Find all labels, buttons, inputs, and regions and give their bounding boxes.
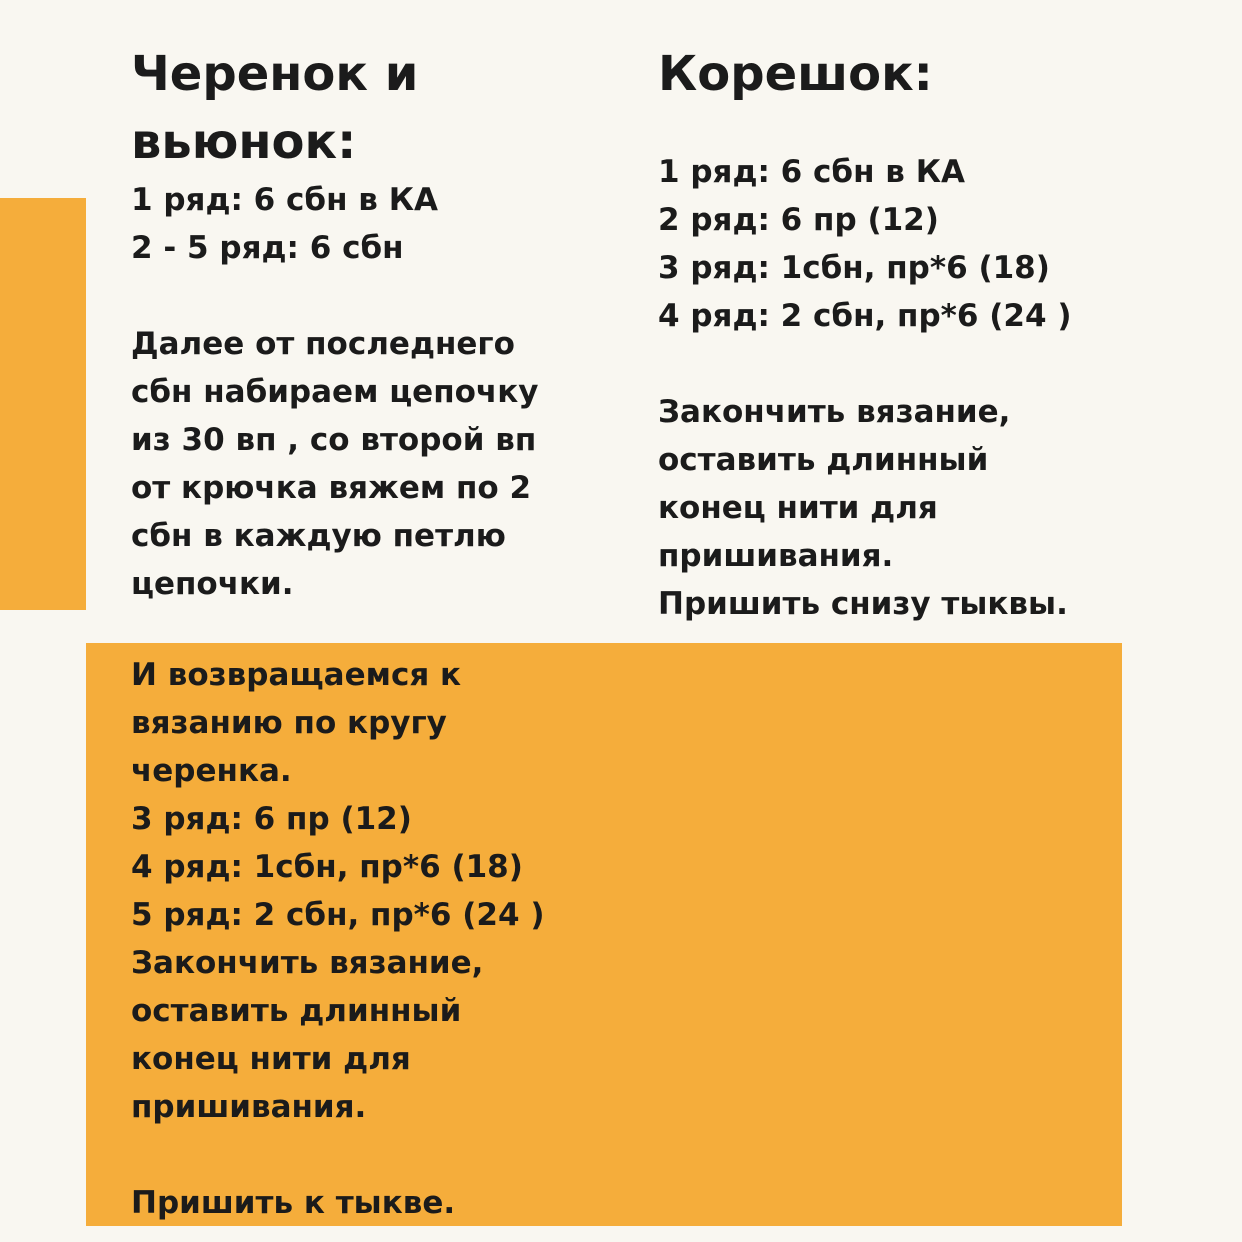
panel-text-line: вязанию по кругу — [131, 705, 447, 741]
root-row-3: 3 ряд: 1сбн, пр*6 (18) — [658, 250, 1050, 286]
panel-text-line: И возвращаемся к — [131, 657, 462, 693]
stem-text-line: из 30 вп , со второй вп — [131, 422, 537, 458]
panel-row-3: 3 ряд: 6 пр (12) — [131, 801, 412, 837]
root-text-line: Пришить снизу тыквы. — [658, 586, 1068, 622]
stem-heading-line-2: вьюнок: — [131, 114, 357, 170]
stem-text-line: цепочки. — [131, 566, 294, 602]
stem-continuation — [131, 651, 831, 1227]
panel-text-line: пришивания. — [131, 1089, 367, 1125]
stem-row-2: 2 - 5 ряд: 6 сбн — [131, 230, 404, 266]
root-text-line: конец нити для — [658, 490, 938, 526]
panel-text-line: конец нити для — [131, 1041, 411, 1077]
panel-text-line: Закончить вязание, — [131, 945, 484, 981]
stem-heading-line-1: Черенок и — [131, 46, 419, 102]
root-row-4: 4 ряд: 2 сбн, пр*6 (24 ) — [658, 298, 1072, 334]
panel-text-line: оставить длинный — [131, 993, 462, 1029]
stem-text-line: сбн набираем цепочку — [131, 374, 539, 410]
panel-row-4: 4 ряд: 1сбн, пр*6 (18) — [131, 849, 523, 885]
root-section — [658, 40, 1218, 628]
stem-text-line: Далее от последнего — [131, 326, 515, 362]
stem-row-1: 1 ряд: 6 сбн в КА — [131, 182, 439, 218]
root-row-1: 1 ряд: 6 сбн в КА — [658, 154, 966, 190]
accent-strip — [0, 198, 86, 610]
root-row-2: 2 ряд: 6 пр (12) — [658, 202, 939, 238]
panel-text-line: черенка. — [131, 753, 292, 789]
root-heading: Корешок: — [658, 46, 933, 102]
panel-row-5: 5 ряд: 2 сбн, пр*6 (24 ) — [131, 897, 545, 933]
stem-text-line: от крючка вяжем по 2 — [131, 470, 532, 506]
panel-final-line: Пришить к тыкве. — [131, 1185, 456, 1221]
stem-section — [131, 40, 601, 608]
root-text-line: пришивания. — [658, 538, 894, 574]
root-text-line: оставить длинный — [658, 442, 989, 478]
stem-text-line: сбн в каждую петлю — [131, 518, 506, 554]
root-text-line: Закончить вязание, — [658, 394, 1011, 430]
